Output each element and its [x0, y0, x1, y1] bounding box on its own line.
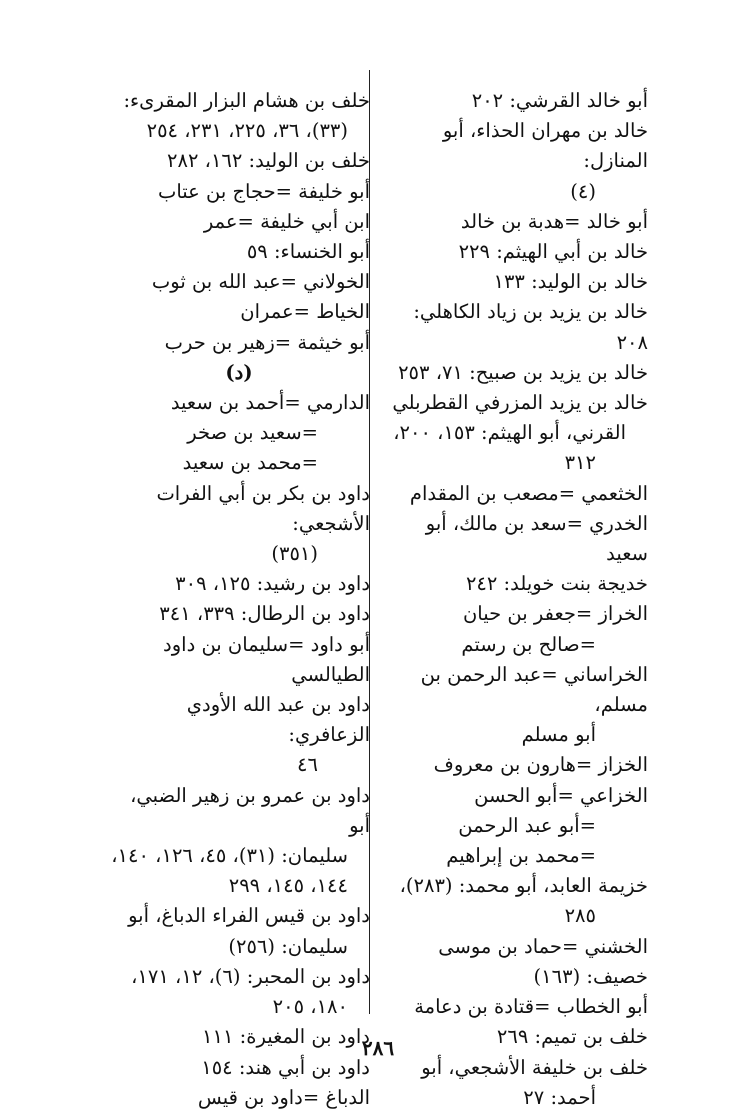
- index-entry: داود بن عمرو بن زهير الضبي، أبو: [130, 783, 370, 837]
- index-entry: داود بن الرطال: ٣٣٩، ٣٤١: [159, 602, 370, 626]
- index-entry-continuation: =صالح بن رستم: [461, 632, 596, 656]
- index-entry: خالد بن يزيد بن زياد الكاهلي: ٢٠٨: [413, 300, 648, 354]
- index-entry: خلف بن الوليد: ١٦٢، ٢٨٢: [167, 149, 370, 173]
- index-entry-continuation: أحمد: ٢٧: [523, 1085, 596, 1109]
- index-entry: أبو داود =سليمان بن داود الطيالسي: [163, 632, 370, 686]
- index-entry-continuation: سليمان: (٣١)، ٤٥، ١٢٦، ١٤٠،: [111, 844, 348, 868]
- index-entry: خالد بن أبي الهيثم: ٢٢٩: [458, 240, 648, 264]
- index-entry: الخزاعي =أبو الحسن: [474, 783, 648, 807]
- index-entry: خالد بن يزيد بن صبيح: ٧١، ٢٥٣: [398, 360, 648, 384]
- index-entry-continuation: ١٨٠، ٢٠٥: [272, 995, 348, 1019]
- index-entry: خديجة بنت خويلد: ٢٤٢: [465, 572, 648, 596]
- index-entry: داود بن قيس الفراء الدباغ، أبو: [128, 904, 370, 928]
- index-entry: خلف بن تميم: ٢٦٩: [496, 1025, 648, 1049]
- index-entry: الخراساني =عبد الرحمن بن مسلم،: [420, 662, 648, 717]
- index-entry: داود بن رشيد: ١٢٥، ٣٠٩: [175, 572, 370, 596]
- index-entry: أبو خيثمة =زهير بن حرب: [164, 330, 370, 354]
- index-entry-continuation: (٣٣)، ٣٦، ٢٢٥، ٢٣١، ٢٥٤: [146, 119, 348, 143]
- index-entry: الخياط =عمران: [240, 300, 370, 324]
- right-column: [386, 86, 648, 1113]
- index-entry-continuation: =أبو عبد الرحمن: [458, 813, 596, 837]
- index-entry: الخدري =سعد بن مالك، أبو سعيد: [425, 511, 648, 566]
- index-entry: أبو الخطاب =قتادة بن دعامة: [414, 995, 648, 1019]
- index-entry-continuation: =محمد بن إبراهيم: [446, 844, 596, 868]
- index-entry: داود بن المحبر: (٦)، ١٢، ١٧١،: [131, 964, 370, 988]
- index-entry: أبو خالد القرشي: ٢٠٢: [471, 89, 648, 112]
- index-entry-continuation: ١٤٤، ١٤٥، ٢٩٩: [228, 874, 348, 898]
- index-entry: أبو خليفة =حجاج بن عتاب: [157, 179, 370, 203]
- index-entry: داود بن المغيرة: ١١١: [202, 1025, 370, 1049]
- index-entry: خزيمة العابد، أبو محمد: (٢٨٣)،: [399, 874, 648, 898]
- index-entry-continuation: القرني، أبو الهيثم: ١٥٣، ٢٠٠،: [393, 421, 626, 445]
- index-entry-continuation: ٢٨٥: [564, 904, 596, 928]
- index-entry-continuation: ٣١٢: [564, 451, 596, 475]
- index-entry: الخثعمي =مصعب بن المقدام: [409, 481, 648, 505]
- index-entry: خصيف: (١٦٣): [533, 964, 648, 988]
- index-entry: أبو الخنساء: ٥٩: [246, 240, 370, 264]
- index-entry: خالد بن مهران الحذاء، أبو المنازل:: [442, 119, 648, 173]
- index-entry: الخشني =حماد بن موسى: [438, 934, 648, 958]
- index-entry-continuation: (٤): [570, 179, 596, 203]
- index-entry: خالد بن الوليد: ١٣٣: [493, 270, 648, 294]
- index-entry: الخراز =جعفر بن حيان: [462, 602, 648, 626]
- section-letter-heading: (د): [225, 360, 253, 384]
- index-entry: الخولاني =عبد الله بن ثوب: [151, 270, 370, 294]
- index-entry: خلف بن هشام البزار المقرىء:: [123, 89, 370, 112]
- index-entry-continuation: أبو مسلم: [521, 723, 596, 747]
- index-entry-continuation: =محمد بن سعيد: [182, 451, 318, 475]
- index-entry: داود بن أبي هند: ١٥٤: [201, 1055, 370, 1079]
- index-entry: الخزاز =هارون بن معروف: [433, 753, 648, 777]
- index-entry: داود بن بكر بن أبي الفرات الأشجعي:: [156, 481, 370, 535]
- index-entry: داود بن عبد الله الأودي الزعافري:: [186, 693, 370, 747]
- left-column: [108, 86, 370, 1113]
- page-number: ٢٨٦: [361, 1036, 395, 1060]
- index-entry: ابن أبي خليفة =عمر: [203, 209, 370, 233]
- index-entry: أبو خالد =هدبة بن خالد: [460, 209, 648, 233]
- index-entry-continuation: سليمان: (٢٥٦): [228, 934, 348, 958]
- index-entry: الدارمي =أحمد بن سعيد: [170, 391, 370, 415]
- index-entry: الدباغ =داود بن قيس: [197, 1085, 370, 1109]
- index-entry-continuation: (٣٥١): [271, 542, 318, 566]
- index-entry: خالد بن يزيد المزرفي القطربلي: [392, 391, 648, 415]
- index-entry-continuation: ٤٦: [297, 753, 318, 777]
- index-entry: خلف بن خليفة الأشجعي، أبو: [421, 1055, 648, 1079]
- index-entry-continuation: =سعيد بن صخر: [187, 421, 318, 445]
